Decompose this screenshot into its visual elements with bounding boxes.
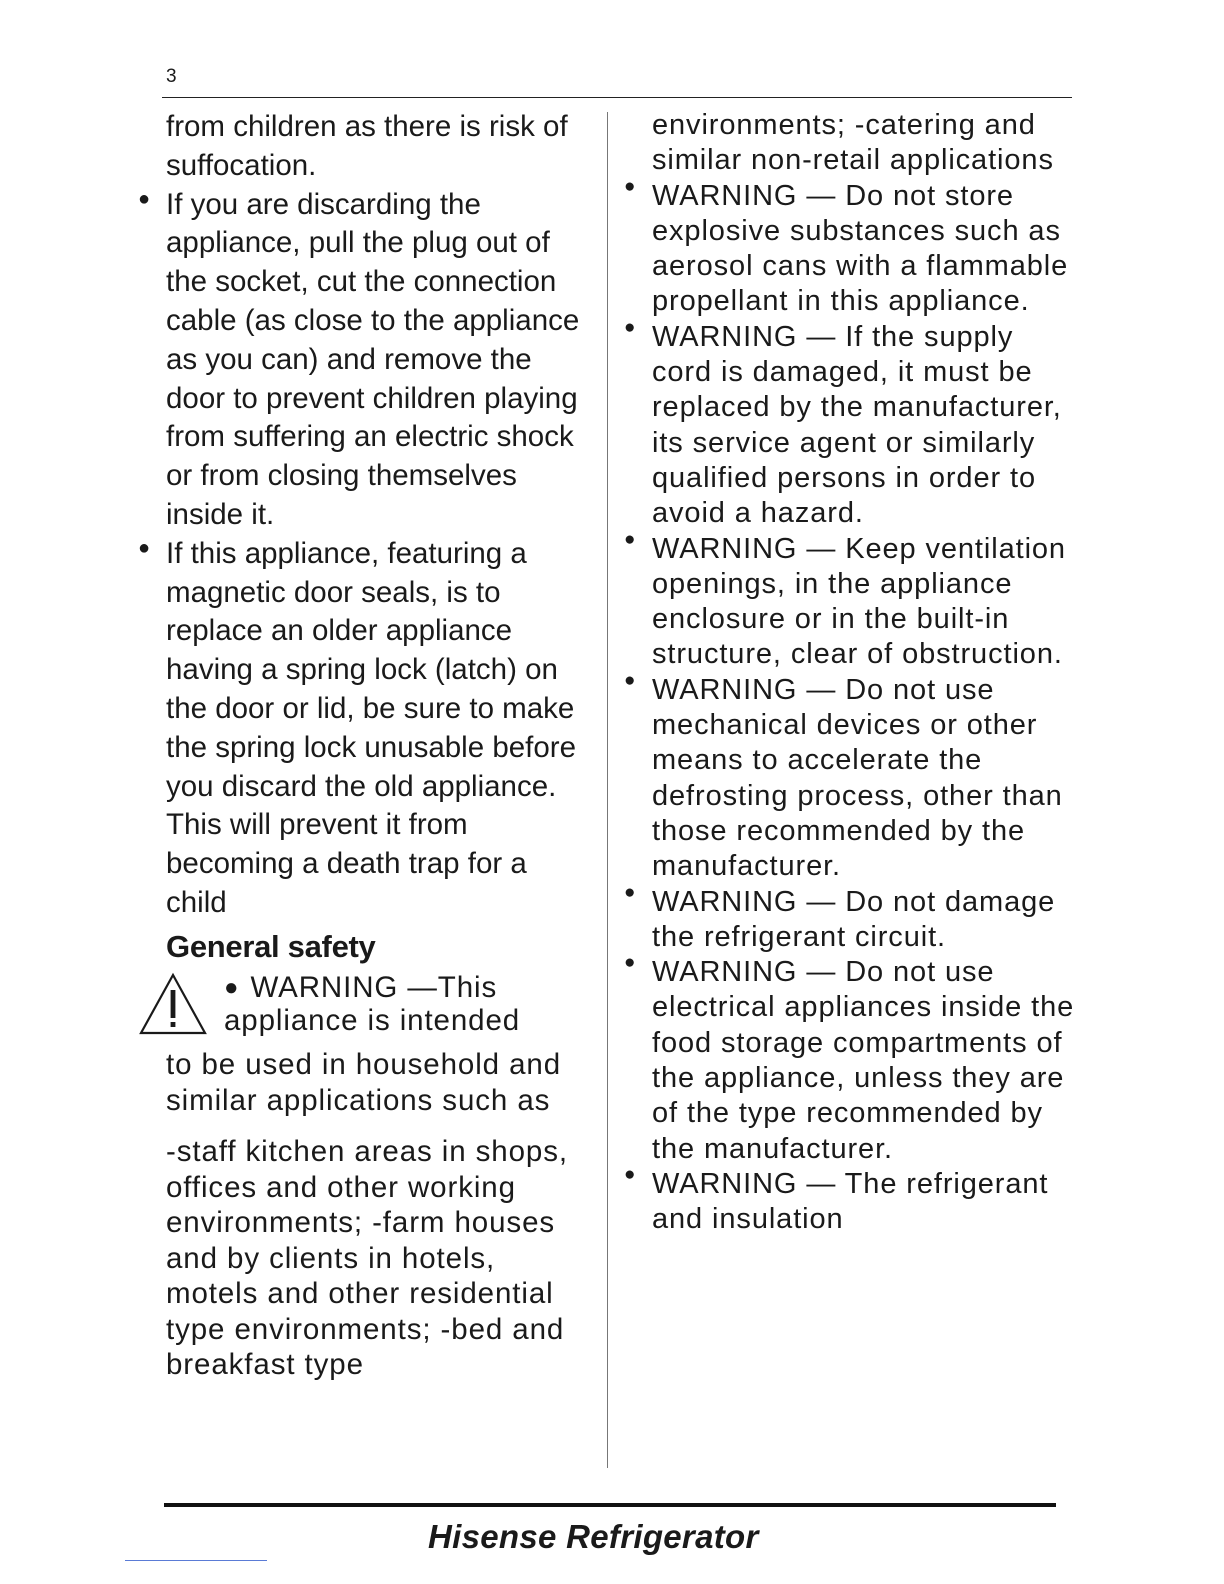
right-column bbox=[652, 108, 1082, 1238]
left-continuation: from children as there is risk of suffocation. bbox=[166, 110, 568, 182]
footer-rule bbox=[164, 1503, 1056, 1507]
spring-lock-bullet: ● If this appliance, featuring a magnetic door seals, is to replace an older appliance having a spring lock (latch) on the door or lid, be sure to make the spring lock unusable before you discard the old appliance. This will prevent it from becoming a death trap for a child bbox=[166, 535, 591, 923]
left-column bbox=[166, 108, 591, 1383]
section-title-general-safety: General safety bbox=[166, 928, 376, 964]
warning-ventilation: ● WARNING — Keep ventilation openings, in the appliance enclosure or in the built-in structure, clear of obstruction. bbox=[652, 532, 1082, 673]
column-divider bbox=[607, 112, 608, 1468]
warning-refrigerant-insulation: ● WARNING — The refrigerant and insulation bbox=[652, 1167, 1082, 1238]
warning-triangle-icon bbox=[138, 972, 208, 1036]
warning-explosives: ● WARNING — Do not store explosive substances such as aerosol cans with a flammable propellant in this appliance. bbox=[652, 179, 1082, 320]
warning-supply-cord: ● WARNING — If the supply cord is damaged, it must be replaced by the manufacturer, its service agent or similarly qualified persons in order to avoid a hazard. bbox=[652, 320, 1082, 532]
header-rule bbox=[162, 97, 1072, 98]
warning-electrical-appliances: ● WARNING — Do not use electrical appliances inside the food storage compartments of the appliance, unless they are of the type recommended by the manufacturer. bbox=[652, 955, 1082, 1167]
warning-line-2: appliance is intended bbox=[224, 1003, 521, 1037]
bullet-dot-icon: ● bbox=[224, 973, 239, 1001]
warning-continuation: to be used in household and similar applications such as bbox=[166, 1048, 561, 1117]
discard-bullet: ● If you are discarding the appliance, pull the plug out of the socket, cut the connection cable (as close to the appliance as you can) and remove the door to prevent children playing from suffering an electric shock or from closing themselves inside it. bbox=[166, 186, 591, 535]
warning-intro bbox=[224, 970, 497, 1006]
household-warning bbox=[166, 970, 591, 1383]
page-number: 3 bbox=[166, 66, 177, 87]
right-continuation: environments; -catering and similar non-retail applications bbox=[652, 109, 1054, 177]
footer-underline-artifact bbox=[125, 1560, 267, 1561]
footer-brand: Hisense Refrigerator bbox=[428, 1518, 759, 1555]
warning-line-1: WARNING —This bbox=[250, 970, 498, 1004]
usage-examples: -staff kitchen areas in shops, offices and other working environments; -farm houses and by clients in hotels, motels and other residential type environments; -bed and breakfast type bbox=[166, 1135, 568, 1382]
warning-defrosting: ● WARNING — Do not use mechanical devices or other means to accelerate the defrosting process, other than those recommended by the manufacturer. bbox=[652, 673, 1082, 885]
warning-refrigerant-circuit: ● WARNING — Do not damage the refrigerant circuit. bbox=[652, 885, 1082, 956]
